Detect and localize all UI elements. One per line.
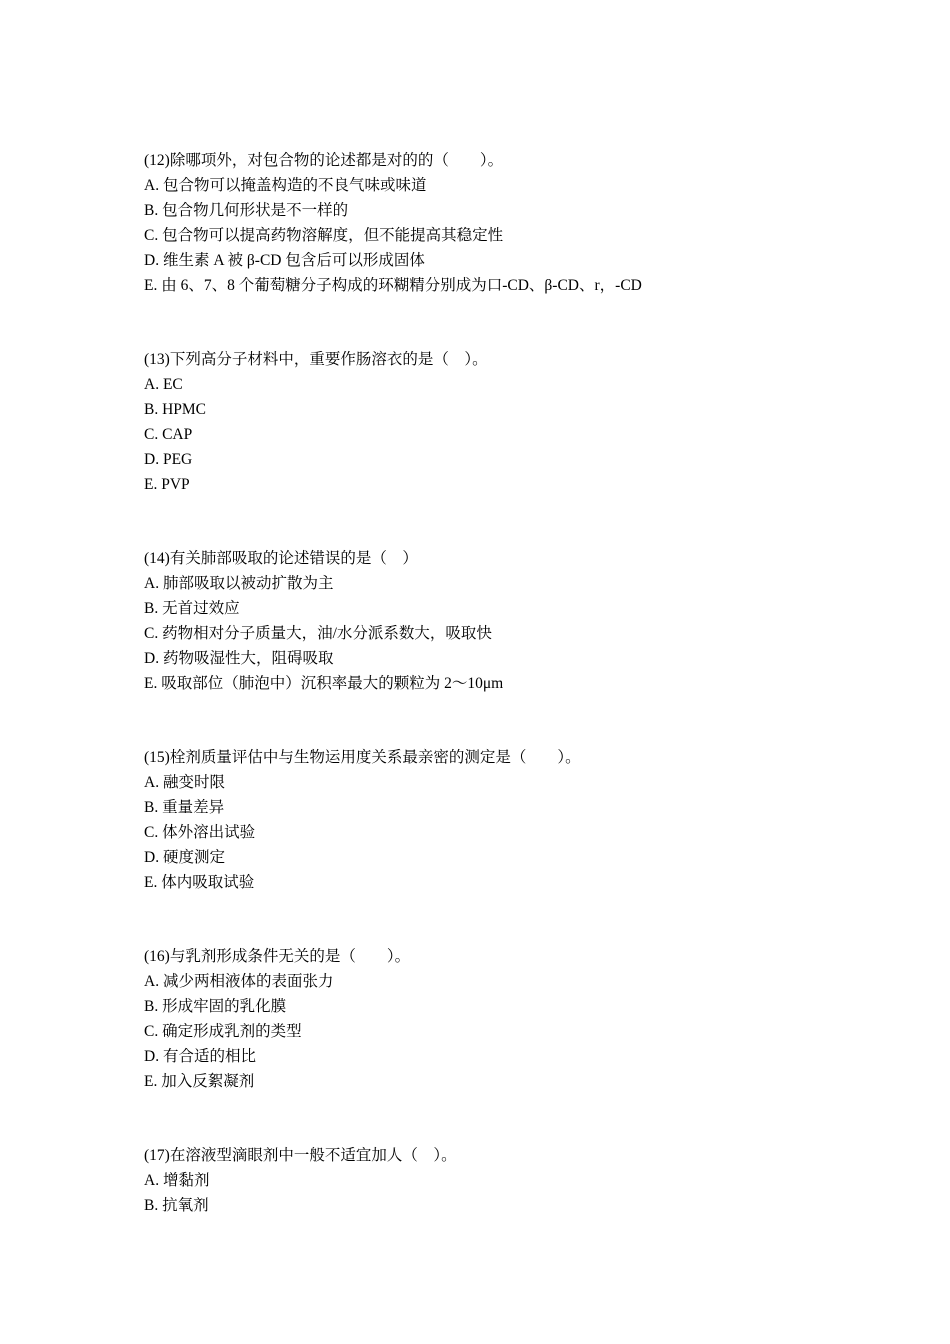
question-17 [144, 1143, 844, 1218]
option-d: D. 有合适的相比 [144, 1048, 256, 1065]
option-c: C. CAP [144, 426, 193, 443]
option-d: D. 硬度测定 [144, 849, 225, 866]
option-c: C. 确定形成乳剂的类型 [144, 1023, 302, 1040]
option-a: A. 肺部吸取以被动扩散为主 [144, 575, 334, 592]
option-c: C. 包合物可以提高药物溶解度，但不能提高其稳定性 [144, 227, 504, 244]
option-e: E. 由 6、7、8 个葡萄糖分子构成的环糊精分别成为口-CD、β-CD、r，-CD [144, 277, 642, 294]
option-b: B. HPMC [144, 401, 207, 418]
question-stem: (12)除哪项外，对包合物的论述都是对的的（ ）。 [144, 152, 504, 169]
option-b: B. 重量差异 [144, 799, 225, 816]
question-stem: (17)在溶液型滴眼剂中一般不适宜加人（ ）。 [144, 1147, 457, 1164]
question-15 [144, 745, 844, 895]
question-13 [144, 347, 844, 497]
option-e: E. 吸取部位（肺泡中）沉积率最大的颗粒为 2～10μm [144, 675, 504, 692]
option-c: C. 体外溶出试验 [144, 824, 256, 841]
option-a: A. EC [144, 376, 183, 393]
option-b: B. 抗氧剂 [144, 1197, 209, 1214]
option-a: A. 减少两相液体的表面张力 [144, 973, 334, 990]
question-list [144, 148, 844, 1267]
option-b: B. 无首过效应 [144, 600, 240, 617]
option-b: B. 包合物几何形状是不一样的 [144, 202, 349, 219]
option-e: E. 体内吸取试验 [144, 874, 255, 891]
option-a: A. 包合物可以掩盖构造的不良气味或味道 [144, 177, 427, 194]
option-d: D. 维生素 A 被 β-CD 包含后可以形成固体 [144, 252, 425, 269]
option-c: C. 药物相对分子质量大，油/水分派系数大，吸取快 [144, 625, 492, 642]
option-d: D. PEG [144, 451, 193, 468]
question-14 [144, 546, 844, 696]
question-12 [144, 148, 844, 298]
question-stem: (15)栓剂质量评估中与生物运用度关系最亲密的测定是（ ）。 [144, 749, 581, 766]
option-d: D. 药物吸湿性大，阻碍吸取 [144, 650, 334, 667]
question-stem: (16)与乳剂形成条件无关的是（ ）。 [144, 948, 411, 965]
option-e: E. PVP [144, 476, 190, 493]
question-16 [144, 944, 844, 1094]
option-b: B. 形成牢固的乳化膜 [144, 998, 287, 1015]
question-stem: (14)有关肺部吸取的论述错误的是（ ） [144, 550, 418, 567]
option-e: E. 加入反絮凝剂 [144, 1073, 255, 1090]
option-a: A. 增黏剂 [144, 1172, 210, 1189]
question-stem: (13)下列高分子材料中，重要作肠溶衣的是（ ）。 [144, 351, 488, 368]
option-a: A. 融变时限 [144, 774, 225, 791]
